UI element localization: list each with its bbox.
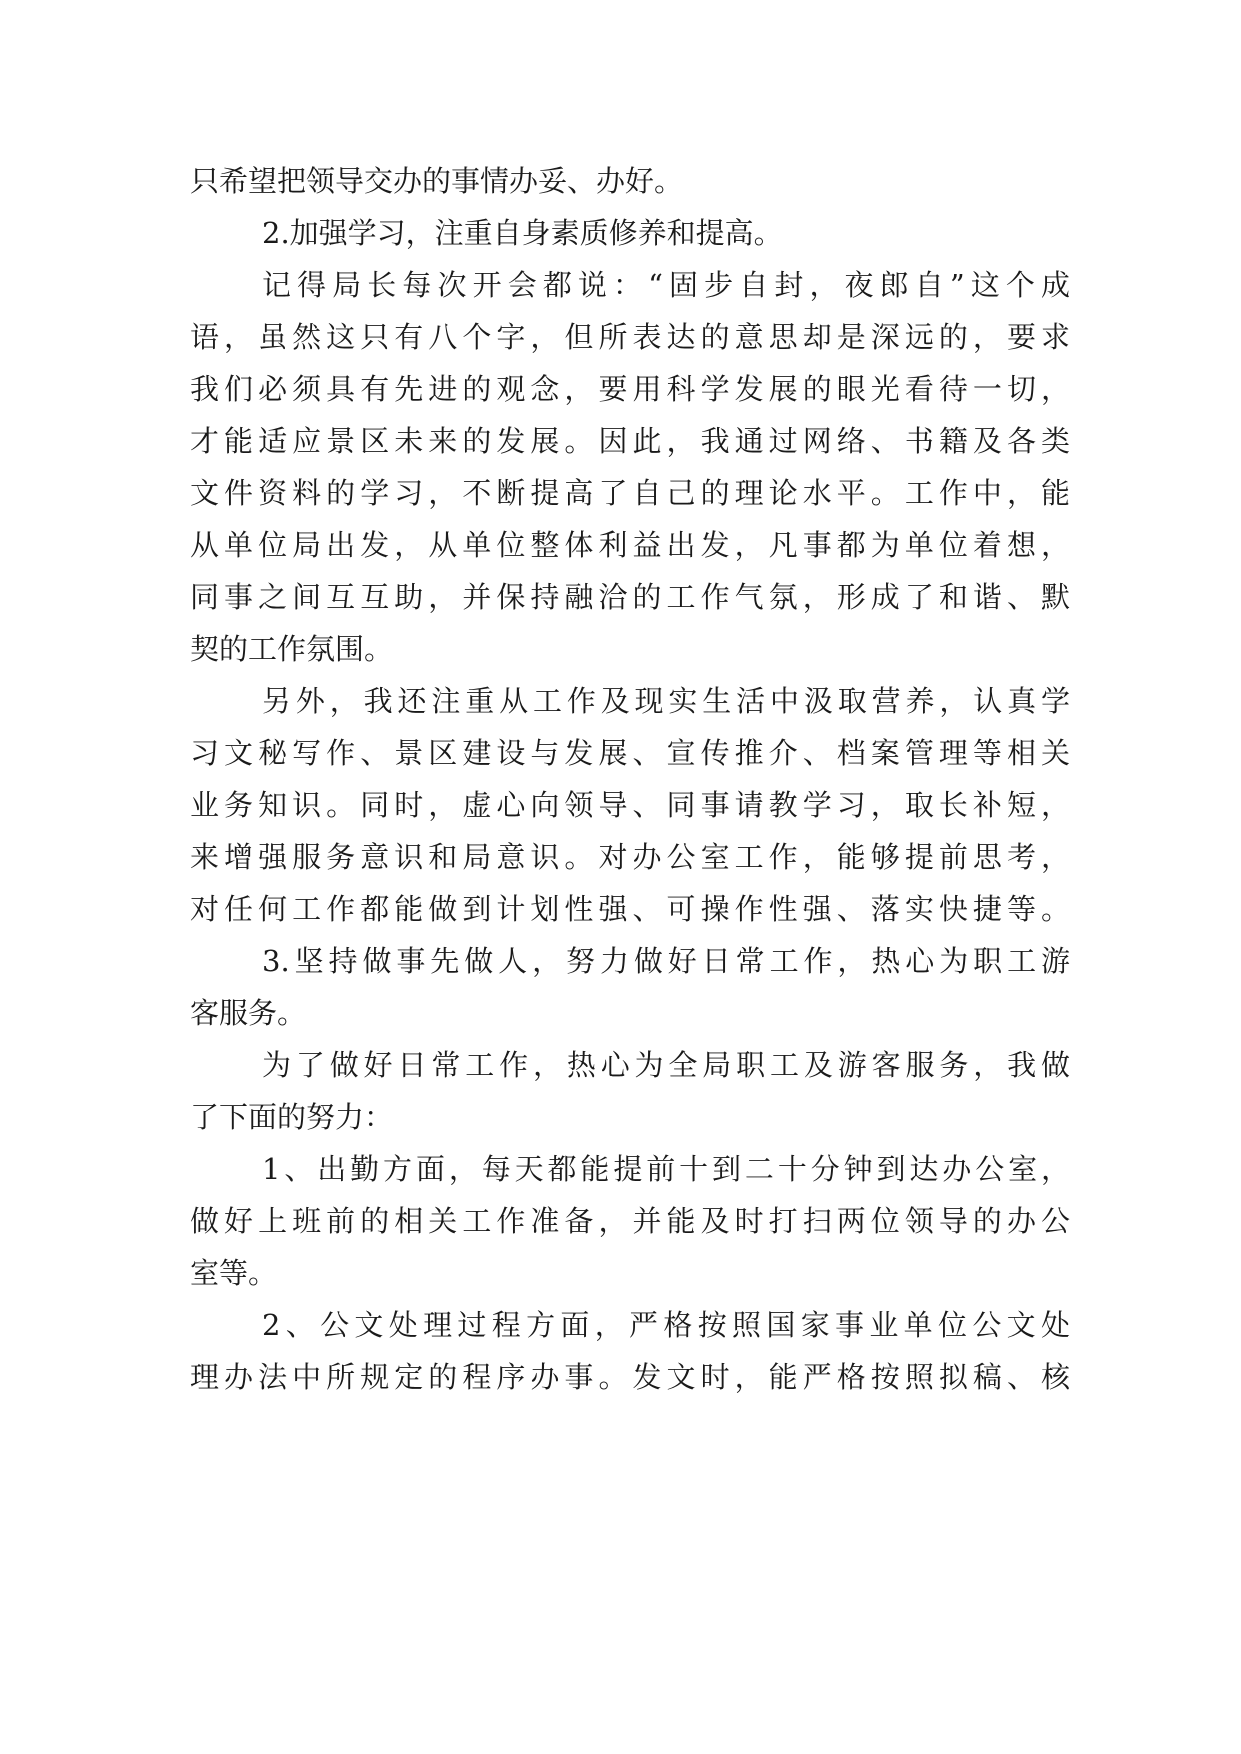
text-line: 同事之间互互助，并保持融洽的工作气氛，形成了和谐、默 [190,580,1070,614]
text-line: 才能适应景区未来的发展。因此，我通过网络、书籍及各类 [190,424,1070,458]
text-line: 文件资料的学习，不断提高了自己的理论水平。工作中，能 [190,476,1070,510]
text-line: 契的工作氛围。 [190,632,394,666]
text-line: 客服务。 [190,996,307,1030]
document-body [190,155,1070,1403]
text-line: 我们必须具有先进的观念，要用科学发展的眼光看待一切， [190,372,1070,406]
text-line: 室等。 [190,1256,278,1290]
text-line: 做好上班前的相关工作准备，并能及时打扫两位领导的办公 [190,1204,1070,1238]
text-line: 另外，我还注重从工作及现实生活中汲取营养，认真学 [262,684,1070,718]
text-line: 业务知识。同时，虚心向领导、同事请教学习，取长补短， [190,788,1070,822]
text-line: 为了做好日常工作，热心为全局职工及游客服务，我做 [262,1048,1070,1082]
text-line: 来增强服务意识和局意识。对办公室工作，能够提前思考， [190,840,1070,874]
text-line: 1、出勤方面，每天都能提前十到二十分钟到达办公室， [262,1152,1070,1186]
text-line: 3.坚持做事先做人，努力做好日常工作，热心为职工游 [262,944,1070,978]
text-line: 了下面的努力： [190,1100,394,1134]
text-line: 习文秘写作、景区建设与发展、宣传推介、档案管理等相关 [190,736,1070,770]
text-line: 记得局长每次开会都说：“固步自封，夜郎自”这个成 [262,268,1070,302]
text-line: 只希望把领导交办的事情办妥、办好。 [190,164,684,198]
text-line: 从单位局出发，从单位整体利益出发，凡事都为单位着想， [190,528,1070,562]
text-line: 2.加强学习，注重自身素质修养和提高。 [262,216,783,250]
text-line: 2、公文处理过程方面，严格按照国家事业单位公文处 [262,1308,1070,1342]
text-line: 理办法中所规定的程序办事。发文时，能严格按照拟稿、核 [190,1360,1070,1394]
text-line: 对任何工作都能做到计划性强、可操作性强、落实快捷等。 [190,892,1070,926]
text-line: 语，虽然这只有八个字，但所表达的意思却是深远的，要求 [190,320,1070,354]
